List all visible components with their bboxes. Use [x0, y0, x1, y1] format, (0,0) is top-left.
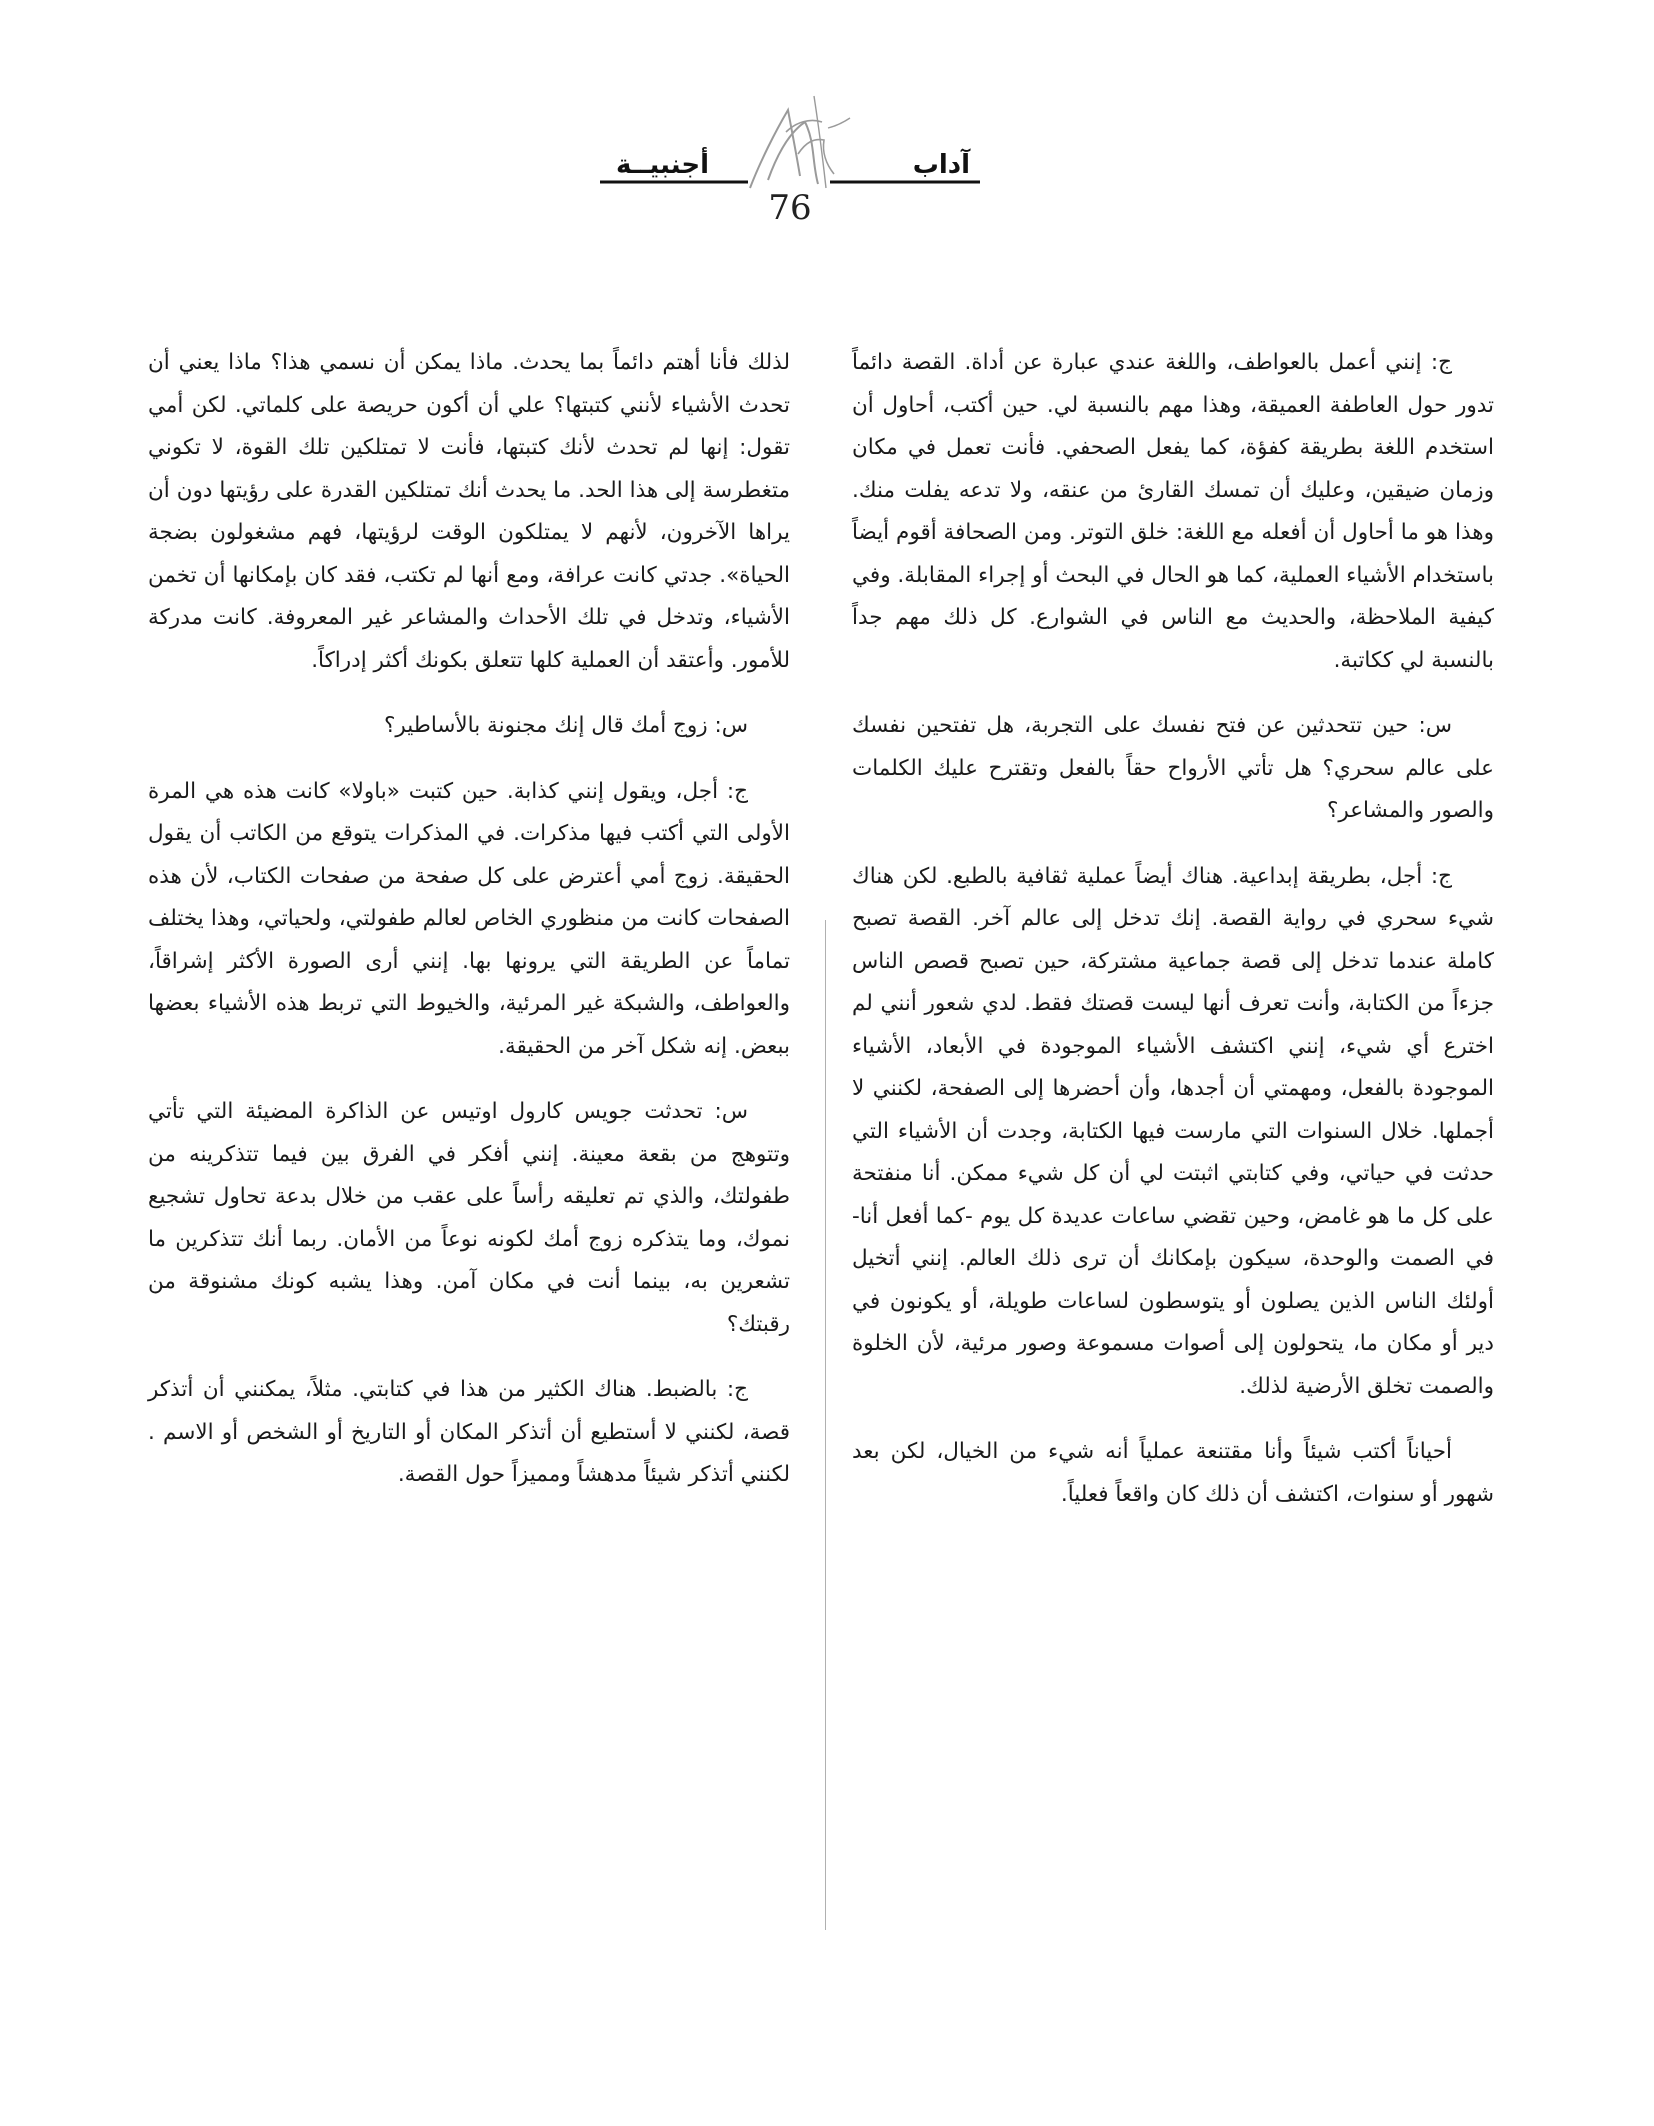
section-label-right: آداب [912, 150, 970, 180]
page-number: 76 [768, 188, 812, 228]
magazine-header [600, 92, 980, 232]
body-paragraph: أحياناً أكتب شيئاً وأنا مقتنعة عملياً أنه شيء من الخيال، لكن بعد شهور أو سنوات، اكتشف أن ذلك كان واقعاً فعلياً. [852, 1439, 1494, 1507]
question-paragraph: س: تحدثت جويس كارول اوتيس عن الذاكرة المضيئة التي تأتي وتتوهج من بقعة معينة. إنني أفكر في الفرق بين فيما تتذكرينه من طفولتك، والذي تم تعليقه رأساً على عقب من خلال بدعة تحاول تشجيع نموك، وما يتذكره زوج أمك لكونه نوعاً من الأمان. ربما أنك تتذكرين ما تشعرين به، بينما أنت في مكان آمن. وهذا يشبه كونك مشنوقة من رقبتك؟ [148, 1099, 790, 1337]
column-divider [825, 920, 826, 1930]
answer-paragraph: ج: إنني أعمل بالعواطف، واللغة عندي عبارة عن أداة. القصة دائماً تدور حول العاطفة العميقة، وهذا مهم بالنسبة لي. حين أكتب، أحاول أن استخدم اللغة بطريقة كفؤة، كما يفعل الصحفي. فأنت تعمل في مكان وزمان ضيقين، وعليك أن تمسك القارئ من عنقه، ولا تدعه يفلت منك. وهذا هو ما أحاول أن أفعله مع اللغة: خلق التوتر. ومن الصحافة أقوم أيضاً باستخدام الأشياء العملية، كما هو الحال في البحث أو إجراء المقابلة. وفي كيفية الملاحظة، والحديث مع الناس في الشوارع. كل ذلك مهم جداً بالنسبة لي ككاتبة. [852, 350, 1494, 673]
body-paragraph: لذلك فأنا أهتم دائماً بما يحدث. ماذا يمكن أن نسمي هذا؟ ماذا يعني أن تحدث الأشياء لأنني كتبتها؟ علي أن أكون حريصة على كلماتي. لكن أمي تقول: إنها لم تحدث لأنك كتبتها، فأنت لا تمتلكين تلك القوة، لا تكوني متغطرسة إلى هذا الحد. ما يحدث أنك تمتلكين القدرة على رؤيتها دون أن يراها الآخرون، لأنهم لا يمتلكون الوقت لرؤيتها، فهم مشغولون بضجة الحياة». جدتي كانت عرافة، ومع أنها لم تكتب، فقد كان بإمكانها أن تخمن الأشياء، وتدخل في تلك الأحداث والمشاعر غير المعروفة. كانت مدركة للأمور. وأعتقد أن العملية كلها تتعلق بكونك أكثر إدراكاً. [148, 350, 790, 673]
answer-paragraph: ج: أجل، ويقول إنني كذابة. حين كتبت «باولا» كانت هذه هي المرة الأولى التي أكتب فيها مذكرات. في المذكرات يتوقع من الكاتب أن يقول الحقيقة. زوج أمي أعترض على كل صفحة من صفحات الكتاب، لأن هذه الصفحات كانت من منظوري الخاص لعالم طفولتي، ولحياتي، وهذا يختلف تماماً عن الطريقة التي يرونها بها. إنني أرى الصورة الأكثر إشراقاً، والعواطف، والشبكة غير المرئية، والخيوط التي تربط هذه الأشياء بعضها ببعض. إنه شكل آخر من الحقيقة. [148, 778, 790, 1059]
right-column [852, 342, 1494, 1539]
question-paragraph: س: زوج أمك قال إنك مجنونة بالأساطير؟ [383, 713, 748, 738]
question-paragraph: س: حين تتحدثين عن فتح نفسك على التجربة، هل تفتحين نفسك على عالم سحري؟ هل تأتي الأرواح حقاً بالفعل وتقترح عليك الكلمات والصور والمشاعر؟ [852, 713, 1494, 823]
answer-paragraph: ج: أجل، بطريقة إبداعية. هناك أيضاً عملية ثقافية بالطبع. لكن هناك شيء سحري في رواية القصة. إنك تدخل إلى عالم آخر. القصة تصبح كاملة عندما تدخل إلى قصة جماعية مشتركة، حين تصبح قصص الناس جزءاً من الكتابة، وأنت تعرف أنها ليست قصتك فقط. لدي شعور أنني لم اخترع أي شيء، إنني اكتشف الأشياء الموجودة في الأبعاد، الأشياء الموجودة بالفعل، ومهمتي أن أجدها، وأن أحضرها إلى الصفحة، لكنني لا أجملها. خلال السنوات التي مارست فيها الكتابة، وجدت أن الأشياء التي حدثت في حياتي، وفي كتابتي اثبتت لي أن كل شيء ممكن. أنا منفتحة على كل ما هو غامض، وحين تقضي ساعات عديدة كل يوم -كما أفعل أنا- في الصمت والوحدة، سيكون بإمكانك أن ترى ذلك العالم. إنني أتخيل أولئك الناس الذين يصلون أو يتوسطون لساعات طويلة، أو يكونون في دير أو مكان ما، يتحولون إلى أصوات مسموعة وصور مرئية، لأن الخلوة والصمت تخلق الأرضية لذلك. [852, 863, 1494, 1399]
left-column [148, 342, 790, 1520]
section-label-left: أجنبيــة [616, 150, 710, 180]
magazine-logo-icon [600, 92, 980, 202]
answer-paragraph: ج: بالضبط. هناك الكثير من هذا في كتابتي. مثلاً، يمكنني أن أتذكر قصة، لكنني لا أستطيع أن أتذكر المكان أو التاريخ أو الشخص أو الاسم . لكنني أتذكر شيئاً مدهشاً ومميزاً حول القصة. [148, 1377, 790, 1487]
